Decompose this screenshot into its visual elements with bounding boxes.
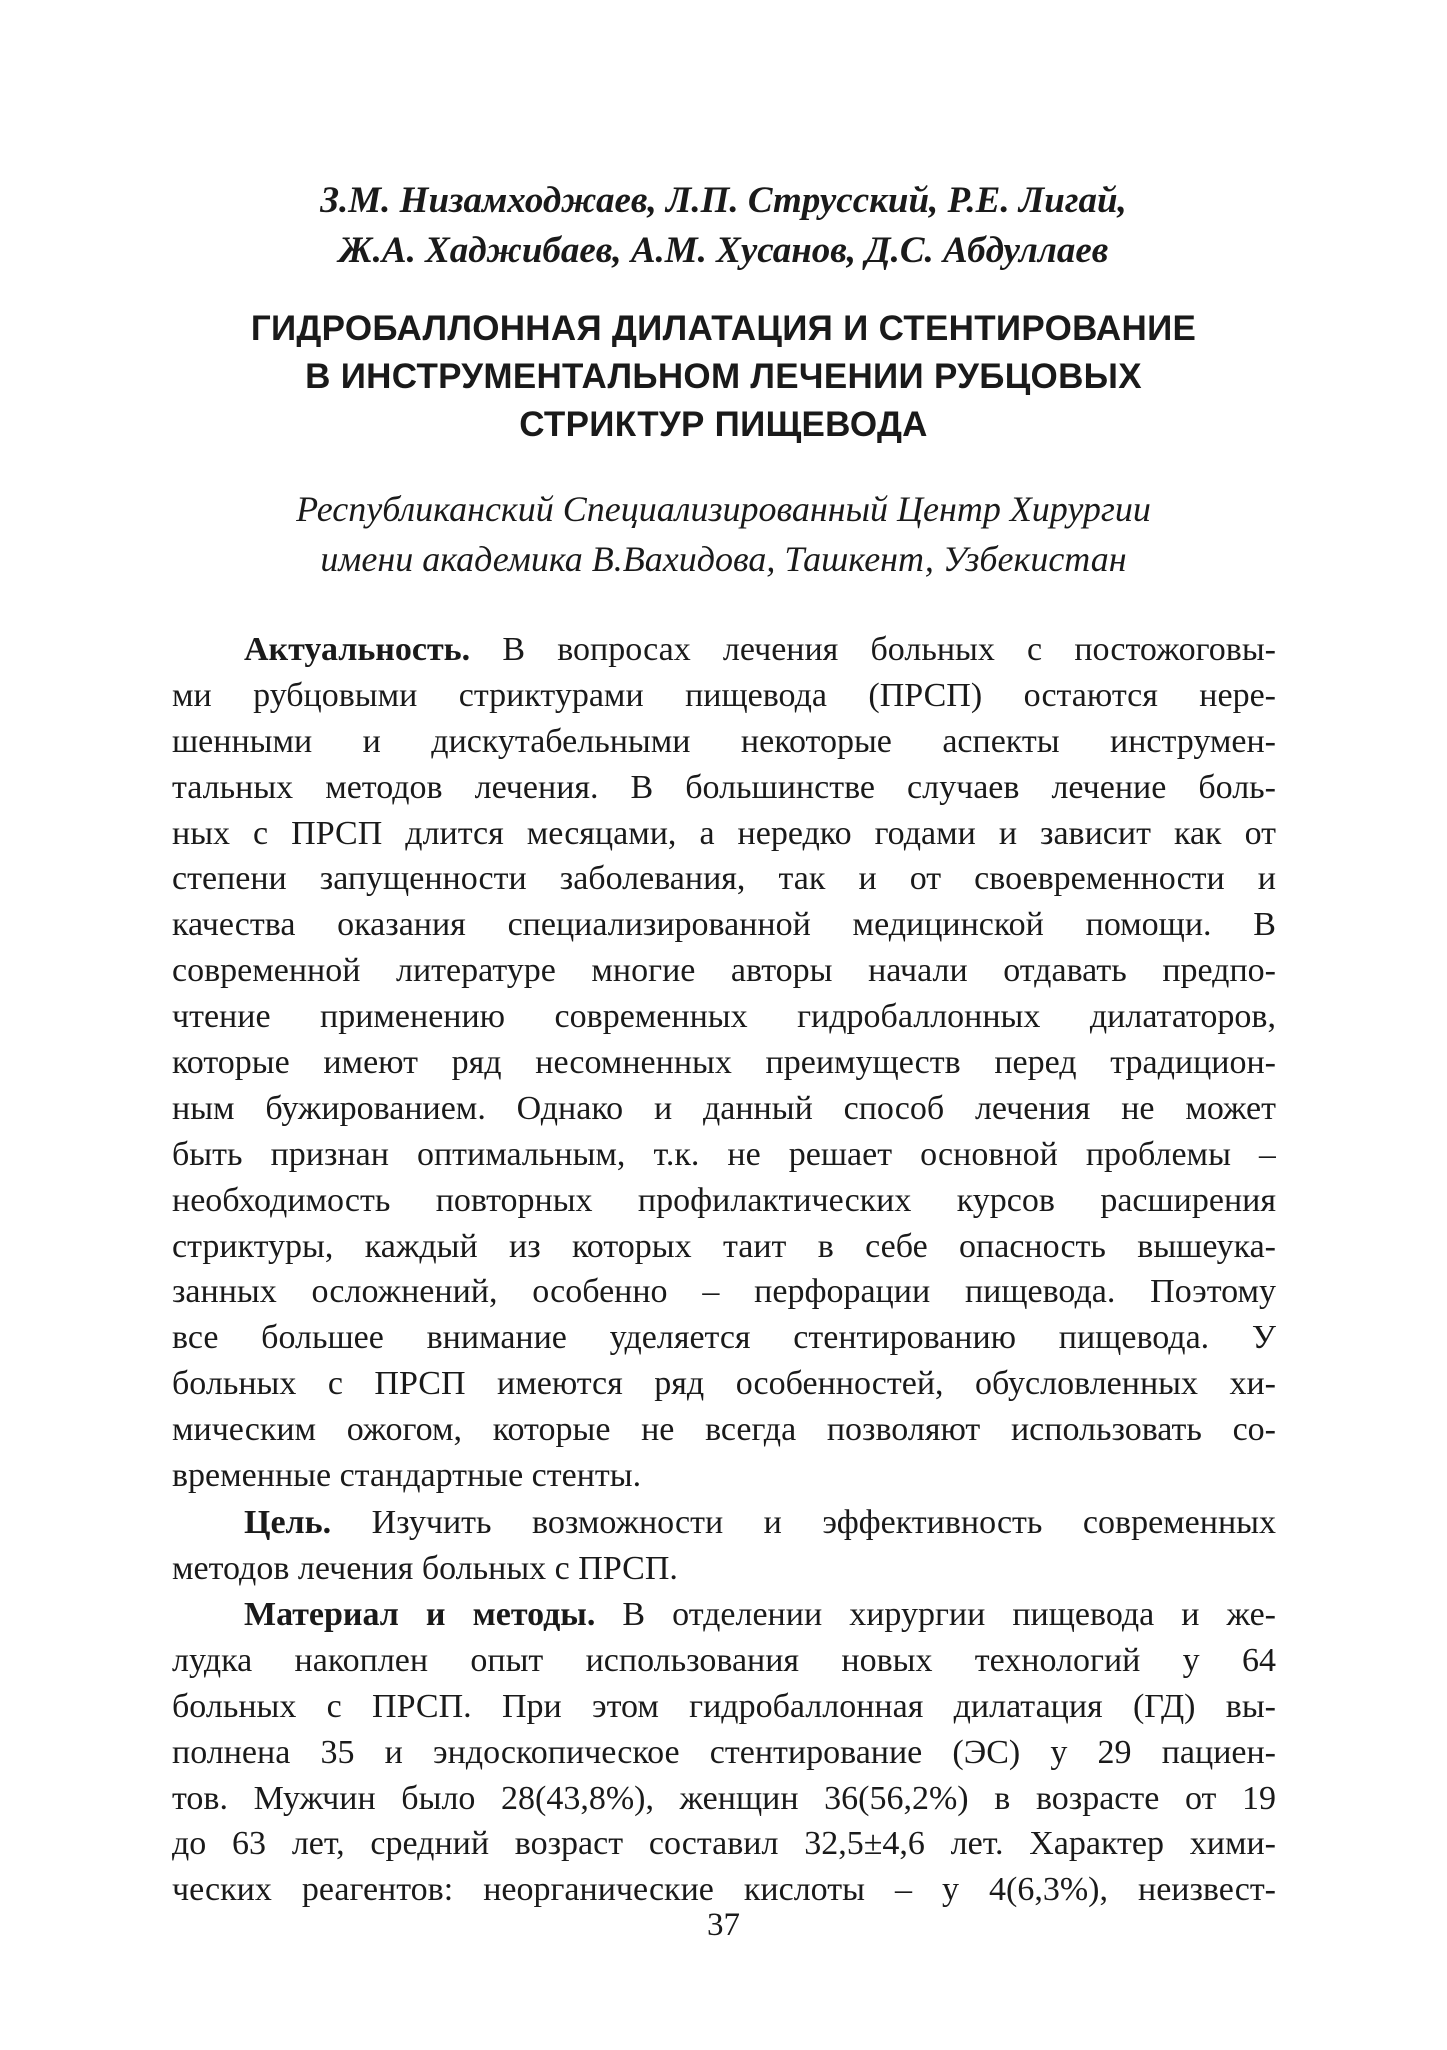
title-line-1: ГИДРОБАЛЛОННАЯ ДИЛАТАЦИЯ И СТЕНТИРОВАНИЕ bbox=[250, 309, 1197, 348]
article-title bbox=[0, 305, 1447, 449]
section-goal-lead: Цель. bbox=[244, 1504, 332, 1541]
body-line: все большее внимание уделяется стентированию пищевода. У bbox=[172, 1319, 1276, 1357]
body-line: тальных методов лечения. В большинстве случаев лечение боль- bbox=[172, 768, 1276, 806]
authors-line-2: Ж.А. Хаджибаев, А.М. Хусанов, Д.С. Абдуллаев bbox=[338, 230, 1109, 271]
page-number: 37 bbox=[707, 1907, 740, 1943]
body-line: ми рубцовыми стриктурами пищевода (ПРСП) остаются нере- bbox=[172, 676, 1276, 714]
section-relevance-lead: Актуальность. bbox=[244, 631, 471, 668]
body-line: ным бужированием. Однако и данный способ лечения не может bbox=[172, 1089, 1276, 1127]
body-line: больных с ПРСП. При этом гидробаллонная дилатация (ГД) вы- bbox=[172, 1687, 1276, 1725]
section-methods bbox=[172, 1592, 1276, 1913]
section-methods-lead: Материал и методы. bbox=[244, 1596, 596, 1633]
body-line: тов. Мужчин было 28(43,8%), женщин 36(56,2%) в возрасте от 19 bbox=[172, 1779, 1276, 1817]
section-goal bbox=[172, 1500, 1276, 1592]
body-line: ных с ПРСП длится месяцами, а нередко годами и зависит как от bbox=[172, 814, 1276, 852]
body-line: методов лечения больных с ПРСП. bbox=[172, 1549, 678, 1587]
affiliation-line-1: Республиканский Специализированный Центр Хирургии bbox=[296, 489, 1151, 529]
body-line: степени запущенности заболевания, так и от своевременности и bbox=[172, 860, 1276, 898]
section-goal-line-1: Цель. Изучить возможности и эффективность современных bbox=[244, 1504, 1276, 1541]
body-line: временные стандартные стенты. bbox=[172, 1457, 642, 1495]
title-line-3: СТРИКТУР ПИЩЕВОДА bbox=[519, 405, 928, 444]
body-line: быть признан оптимальным, т.к. не решает основной проблемы – bbox=[172, 1135, 1276, 1173]
section-methods-line-1: Материал и методы. В отделении хирургии пищевода и же- bbox=[244, 1596, 1276, 1633]
affiliation-block bbox=[0, 484, 1447, 584]
body-line: больных с ПРСП имеются ряд особенностей, обусловленных хи- bbox=[172, 1365, 1276, 1403]
section-relevance-line-1: Актуальность. В вопросах лечения больных с постожоговы- bbox=[244, 631, 1276, 668]
authors-block bbox=[0, 176, 1447, 276]
body-line: необходимость повторных профилактических курсов расширения bbox=[172, 1181, 1276, 1219]
body-line: которые имеют ряд несомненных преимуществ перед традицион- bbox=[172, 1044, 1276, 1082]
body-line: мическим ожогом, которые не всегда позволяют использовать со- bbox=[172, 1411, 1276, 1449]
authors-line-1: З.М. Низамходжаев, Л.П. Струсский, Р.Е. Лигай, bbox=[320, 180, 1127, 221]
body-line: стриктуры, каждый из которых таит в себе опасность вышеука- bbox=[172, 1227, 1276, 1265]
title-line-2: В ИНСТРУМЕНТАЛЬНОМ ЛЕЧЕНИИ РУБЦОВЫХ bbox=[305, 357, 1142, 396]
body-line: ческих реагентов: неорганические кислоты – у 4(6,3%), неизвест- bbox=[172, 1871, 1276, 1909]
body-line: занных осложнений, особенно – перфорации пищевода. Поэтому bbox=[172, 1273, 1276, 1311]
body-line: качества оказания специализированной медицинской помощи. В bbox=[172, 906, 1276, 944]
body-line: шенными и дискутабельными некоторые аспекты инструмен- bbox=[172, 722, 1276, 760]
section-relevance bbox=[172, 627, 1276, 1499]
affiliation-line-2: имени академика В.Вахидова, Ташкент, Узбекистан bbox=[320, 539, 1127, 579]
body-line: полнена 35 и эндоскопическое стентирование (ЭС) у 29 пациен- bbox=[172, 1733, 1276, 1771]
body-line: до 63 лет, средний возраст составил 32,5±4,6 лет. Характер хими- bbox=[172, 1825, 1276, 1863]
body-line: лудка накоплен опыт использования новых технологий у 64 bbox=[172, 1641, 1276, 1679]
body-line: чтение применению современных гидробаллонных дилататоров, bbox=[172, 998, 1276, 1036]
body-line: современной литературе многие авторы начали отдавать предпо- bbox=[172, 952, 1276, 990]
